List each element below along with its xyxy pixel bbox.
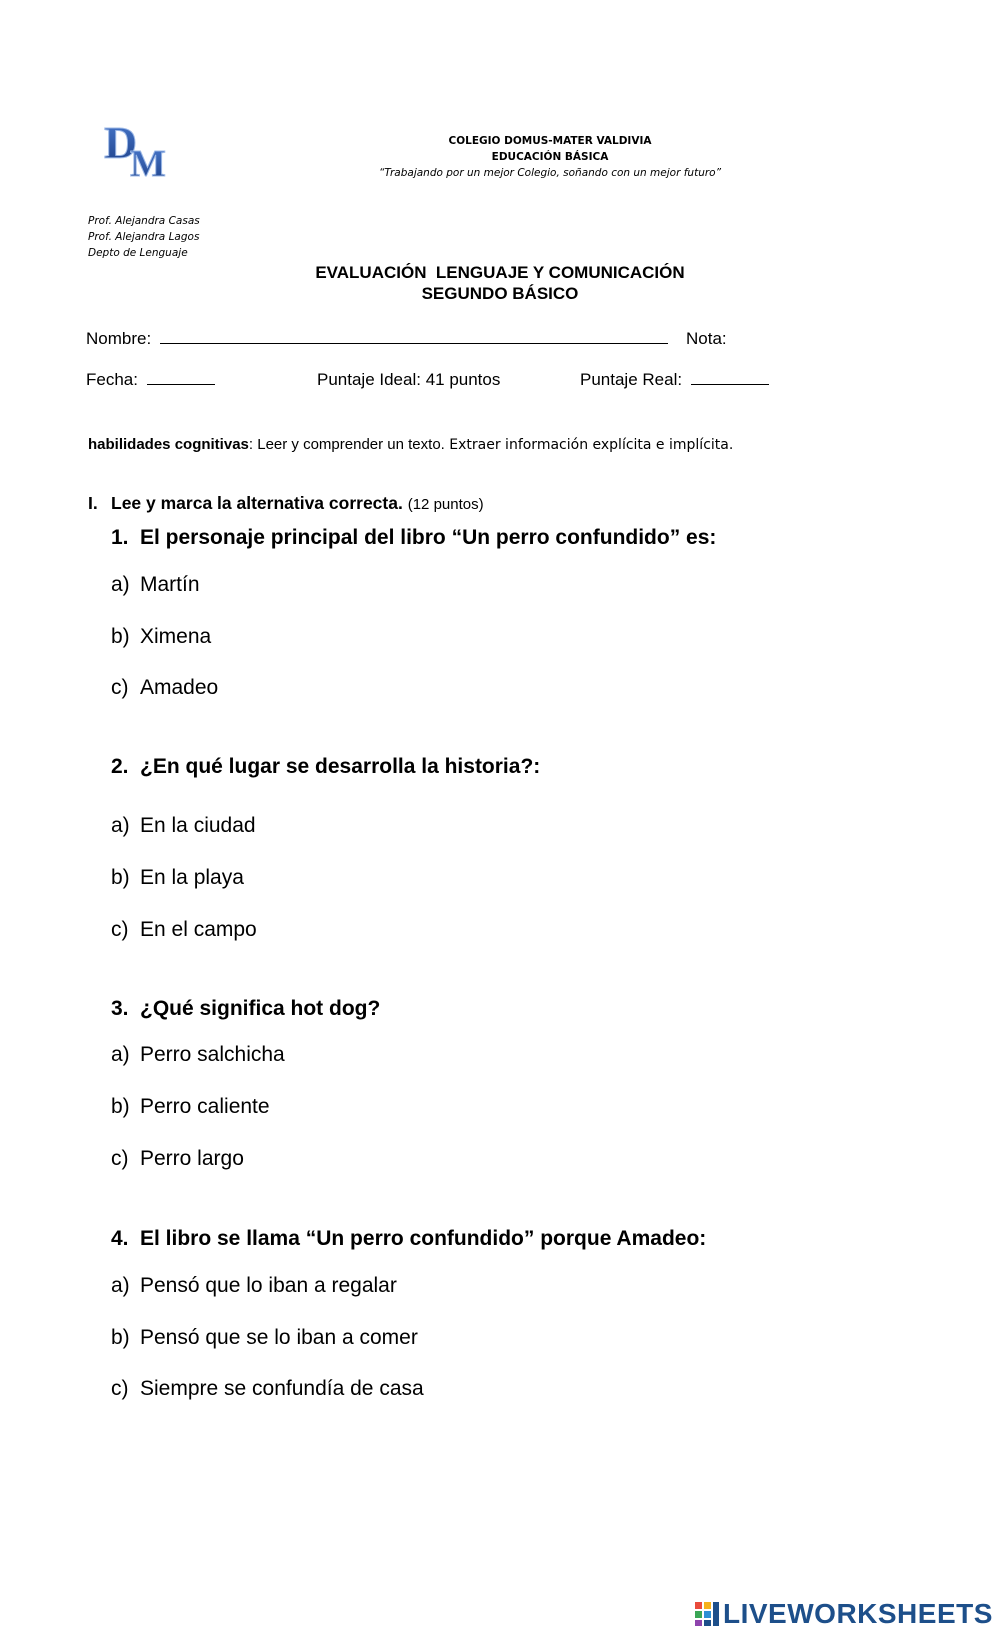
school-name: COLEGIO DOMUS-MATER VALDIVIA <box>448 135 652 147</box>
school-header <box>360 133 740 181</box>
q1-option-a[interactable] <box>111 573 200 597</box>
option-text: Pensó que se lo iban a comer <box>140 1326 418 1349</box>
q1-option-b[interactable] <box>111 625 211 649</box>
option-letter: a) <box>111 1274 130 1297</box>
fecha-row <box>86 370 215 390</box>
dm-logo-icon <box>104 118 176 180</box>
option-letter: c) <box>111 676 129 699</box>
q4-option-b[interactable] <box>111 1326 418 1350</box>
liveworksheets-watermark <box>694 1598 993 1630</box>
option-text: Martín <box>140 573 200 596</box>
option-text: En la ciudad <box>140 814 256 837</box>
puntaje-real-label: Puntaje Real: <box>580 370 683 389</box>
skills-text-a: : Leer y comprender un texto. <box>248 436 445 453</box>
nombre-label: Nombre: <box>86 329 152 348</box>
option-text: Perro largo <box>140 1147 244 1170</box>
question-text: ¿Qué significa hot dog? <box>140 997 381 1020</box>
option-text: Pensó que lo iban a regalar <box>140 1274 397 1297</box>
option-text: Siempre se confundía de casa <box>140 1377 424 1400</box>
svg-text:D: D <box>104 118 138 168</box>
option-letter: a) <box>111 814 130 837</box>
option-letter: b) <box>111 1326 130 1349</box>
option-letter: c) <box>111 1377 129 1400</box>
section-instruction: Lee y marca la alternativa correcta. <box>111 493 403 513</box>
skills-line <box>88 436 733 453</box>
skills-text-b: Extraer información explícita e implícita. <box>444 437 734 453</box>
exam-title <box>280 262 720 304</box>
school-motto: “Trabajando por un mejor Colegio, soñando con un mejor futuro” <box>378 167 722 179</box>
section-numeral: I. <box>88 493 98 513</box>
question-4 <box>111 1227 706 1251</box>
liveworksheets-logo-icon <box>694 1601 720 1627</box>
teacher-2: Prof. Alejandra Lagos <box>88 231 200 243</box>
section-heading <box>88 493 484 514</box>
fecha-label: Fecha: <box>86 370 138 389</box>
school-level: EDUCACIÓN BÁSICA <box>491 151 609 163</box>
q1-option-c[interactable] <box>111 676 218 700</box>
question-number: 2. <box>111 755 129 778</box>
question-1 <box>111 526 716 550</box>
question-3 <box>111 997 380 1021</box>
option-letter: b) <box>111 625 130 648</box>
puntaje-real-row <box>580 370 769 390</box>
question-text: ¿En qué lugar se desarrolla la historia?: <box>140 755 541 778</box>
option-letter: c) <box>111 918 129 941</box>
option-letter: a) <box>111 573 130 596</box>
school-logo <box>104 118 176 180</box>
option-text: Perro caliente <box>140 1095 270 1118</box>
exam-title-line2: SEGUNDO BÁSICO <box>421 284 579 303</box>
option-text: Amadeo <box>140 676 219 699</box>
q2-option-b[interactable] <box>111 866 244 890</box>
nota-label: Nota: <box>686 329 727 348</box>
name-row <box>86 329 668 349</box>
section-points: (12 puntos) <box>407 496 484 513</box>
puntaje-ideal: Puntaje Ideal: 41 puntos <box>317 370 501 389</box>
option-letter: b) <box>111 1095 130 1118</box>
q2-option-c[interactable] <box>111 918 257 942</box>
q2-option-a[interactable] <box>111 814 256 838</box>
question-number: 1. <box>111 526 129 549</box>
option-text: Ximena <box>140 625 212 648</box>
option-text: En el campo <box>140 918 257 941</box>
question-number: 3. <box>111 997 129 1020</box>
question-2 <box>111 755 540 779</box>
option-text: En la playa <box>140 866 244 889</box>
q4-option-a[interactable] <box>111 1274 397 1298</box>
option-letter: b) <box>111 866 130 889</box>
teacher-1: Prof. Alejandra Casas <box>88 215 200 227</box>
q4-option-c[interactable] <box>111 1377 424 1401</box>
question-text: El libro se llama “Un perro confundido” porque Amadeo: <box>140 1227 707 1250</box>
question-text: El personaje principal del libro “Un perro confundido” es: <box>140 526 717 549</box>
option-letter: a) <box>111 1043 130 1066</box>
svg-text:M: M <box>130 143 166 180</box>
skills-label: habilidades cognitivas <box>88 436 249 453</box>
teachers-block <box>88 213 200 261</box>
q3-option-c[interactable] <box>111 1147 244 1171</box>
q3-option-a[interactable] <box>111 1043 285 1067</box>
puntaje-real-field[interactable] <box>691 370 769 385</box>
exam-title-line1: EVALUACIÓN LENGUAJE Y COMUNICACIÓN <box>315 263 685 282</box>
nombre-field[interactable] <box>160 329 668 344</box>
fecha-field[interactable] <box>147 370 215 385</box>
watermark-text: LIVEWORKSHEETS <box>723 1598 993 1629</box>
q3-option-b[interactable] <box>111 1095 270 1119</box>
option-text: Perro salchicha <box>140 1043 285 1066</box>
department: Depto de Lenguaje <box>88 247 188 259</box>
question-number: 4. <box>111 1227 129 1250</box>
option-letter: c) <box>111 1147 129 1170</box>
